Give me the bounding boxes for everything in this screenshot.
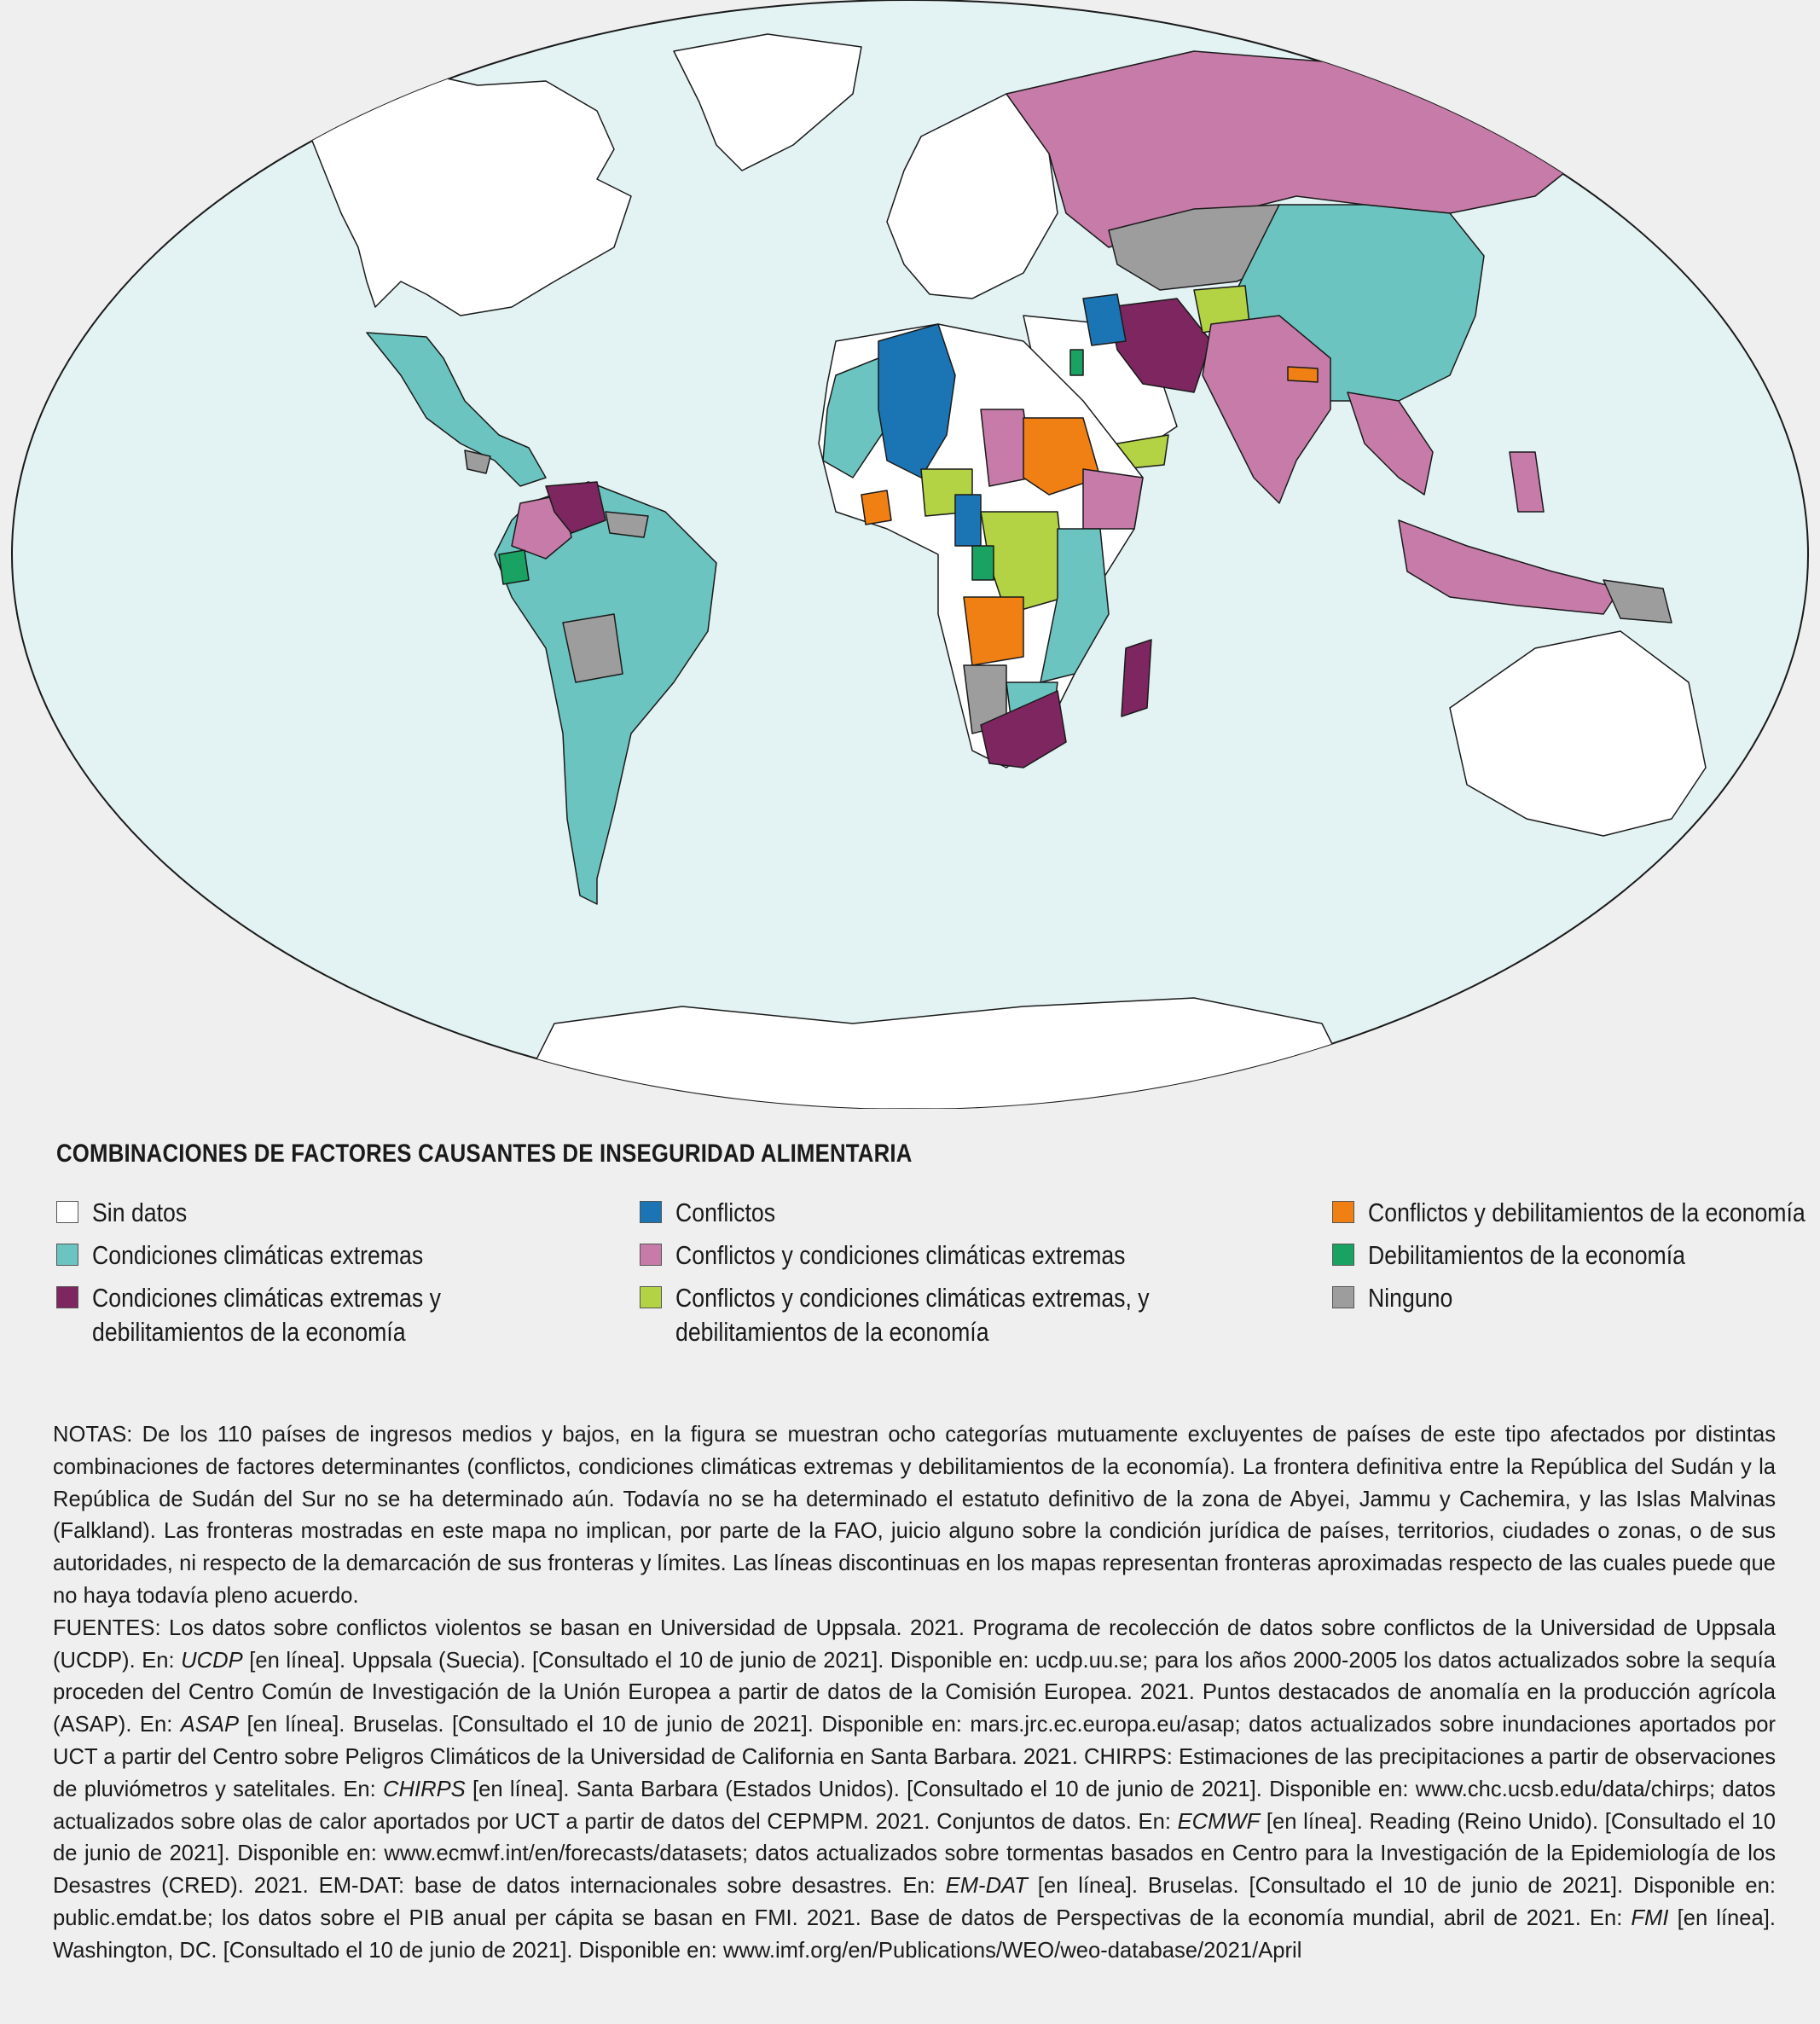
- legend-item-climaticas-economia: [56, 1281, 498, 1349]
- legend-swatch: [1332, 1286, 1354, 1308]
- sources-text: FUENTES: Los datos sobre conflictos violentos se basan en Universidad de Uppsala. 2021. Programa de recolección de datos sobre conflictos de la Universidad de Uppsala (UCDP). En: UCDP [en línea]. Uppsala (Suecia). [Consultado el 10 de junio de 2021]. Disponible en: ucdp.uu.se; para los años 2000-2005 los datos actualizados sobre la sequía proceden del Centro Común de Investigación de la Unión Europea a partir de datos de la Comisión Europea. 2021. Puntos destacados de anomalía en la producción agrícola (ASAP). En: ASAP [en línea]. Bruselas. [Consultado el 10 de junio de 2021]. Disponible en: mars.jrc.ec.europa.eu/asap; datos actualizados sobre inundaciones aportados por UCT a partir del Centro sobre Peligros Climáticos de la Universidad de California en Santa Barbara. 2021. CHIRPS: Estimaciones de las precipitaciones a partir de observaciones de pluviómetros y satelitales. En: CHIRPS [en línea]. Santa Barbara (Estados Unidos). [Consultado el 10 de junio de 2021]. Disponible en: www.chc.ucsb.edu/data/chirps; datos actualizados sobre olas de calor aportados por UCT a partir de datos del CEPMPM. 2021. Conjuntos de datos. En: ECMWF [en línea]. Reading (Reino Unido). [Consultado el 10 de junio de 2021]. Disponible en: www.ecmwf.int/en/forecasts/datasets; datos actualizados sobre tormentas basados en Centro para la Investigación de la Epidemiología de los Desastres (CRED). 2021. EM-DAT: base de datos internacionales sobre desastres. En: EM-DAT [en línea]. Bruselas. [Consultado el 10 de junio de 2021]. Disponible en: public.emdat.be; los datos sobre el PIB anual per cápita se basan en FMI. 2021. Base de datos de Perspectivas de la economía mundial, abril de 2021. En: FMI [en línea]. Washington, DC. [Consultado el 10 de junio de 2021]. Disponible en: www.imf.org/en/Publications/WEO/weo-database/2021/April: [53, 1615, 1776, 1963]
- legend-item-sin-datos: [56, 1196, 202, 1230]
- legend-swatch: [640, 1201, 662, 1223]
- legend-swatch: [56, 1286, 78, 1308]
- legend-item-conflictos-economia: [1332, 1196, 1820, 1230]
- region-ethiopia: [1083, 469, 1143, 529]
- legend-swatch: [640, 1286, 662, 1308]
- legend-label: Sin datos: [92, 1198, 188, 1227]
- legend-item-climaticas: [56, 1238, 477, 1273]
- legend-label: Conflictos y debilitamientos de la economía: [1368, 1198, 1806, 1227]
- legend-label: Debilitamientos de la economía: [1368, 1240, 1685, 1270]
- legend-label: Conflictos: [675, 1198, 776, 1227]
- region-antarctica: [512, 998, 1365, 1109]
- region-ecuador: [499, 550, 529, 584]
- legend-label: Ninguno: [1368, 1283, 1453, 1313]
- legend-swatch: [640, 1244, 662, 1266]
- region-jordan: [1070, 350, 1083, 375]
- legend-label: Condiciones climáticas extremas: [92, 1240, 424, 1270]
- region-nepal: [1288, 367, 1318, 382]
- region-alaska: [320, 78, 358, 115]
- legend-item-conflictos: [640, 1196, 791, 1230]
- legend-swatch: [1332, 1244, 1354, 1266]
- legend-item-conflictos-climaticas-economia: [640, 1281, 1226, 1349]
- legend-label: Conflictos y condiciones climáticas extremas: [675, 1240, 1126, 1270]
- legend-swatch: [1332, 1201, 1354, 1223]
- region-guyanas: [606, 512, 648, 537]
- legend-label: Condiciones climáticas extremas y debilitamientos de la economía: [92, 1283, 441, 1347]
- legend-label: Conflictos y condiciones climáticas extremas, y debilitamientos de la economía: [675, 1283, 1150, 1347]
- region-burkina-orange: [861, 490, 891, 525]
- legend-item-ninguno: [1332, 1281, 1466, 1315]
- notes-block: [53, 1419, 1776, 1968]
- region-angola: [964, 597, 1023, 665]
- legend-title: COMBINACIONES DE FACTORES CAUSANTES DE INSEGURIDAD ALIMENTARIA: [56, 1140, 913, 1168]
- legend-swatch: [56, 1201, 78, 1223]
- region-madagascar: [1122, 640, 1151, 716]
- legend-item-conflictos-climaticas: [640, 1238, 1198, 1273]
- region-cameroon: [955, 495, 981, 546]
- legend-item-economia: [1332, 1238, 1737, 1273]
- notes-text: NOTAS: De los 110 países de ingresos medios y bajos, en la figura se muestran ocho categorías mutuamente excluyentes de países de este tipo afectados por distintas combinaciones de factores determinantes (conflictos, condiciones climáticas extremas y debilitamientos de la economía). La frontera definitiva entre la República del Sudán y la República de Sudán del Sur no se ha determinado aún. Todavía no se ha determinado el estatuto definitivo de la zona de Abyei, Jammu y Cachemira, y las Islas Malvinas (Falkland). Las fronteras mostradas en este mapa no implican, por parte de la FAO, juicio alguno sobre la condición jurídica de países, territorios, ciudades o zonas, o de sus autoridades, ni respecto de la demarcación de sus fronteras y límites. Las líneas discontinuas en los mapas representan fronteras aproximadas respecto de las cuales puede que no haya todavía pleno acuerdo.: [53, 1423, 1776, 1608]
- region-congo: [972, 546, 994, 580]
- legend-swatch: [56, 1244, 78, 1266]
